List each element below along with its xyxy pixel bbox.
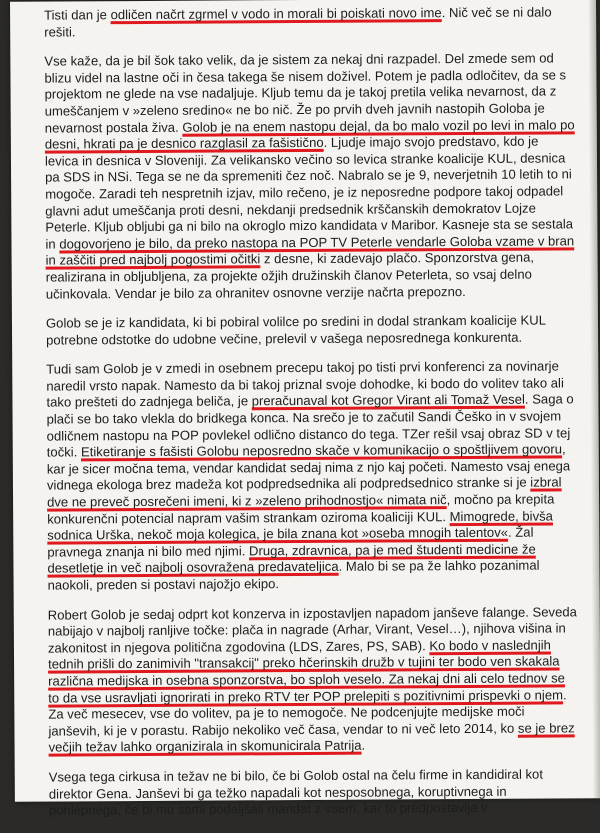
underlined-phrase: dogovorjeno je bilo, da preko nastopa na POP TV Peterle vendarle Goloba vzame v bran in zaščiti pred najbolj pogostimi očitki bbox=[45, 233, 575, 268]
text-segment: . bbox=[361, 737, 366, 754]
text-segment: Tudi sam Golob je v zmedi in osebnem precepu takoj po tisti prvi konferenci za novinarje naredil vrsto napak. Namesto da bi takoj priznal svoje dohodke, ki bodo do volitev tako ali tako prešteti do zadnjega beliča, je bbox=[46, 358, 564, 411]
text-segment: . Malo bi se pa že lahko pozanimal naokoli, preden si postavi najožjo ekipo. bbox=[47, 557, 540, 593]
text-segment: Vse kaže, da je bil šok tako velik, da je sistem za nekaj dni razpadel. Del zmede sem od blizu videl na lastne oči in česa takega še nisem doživel. Potem je padla odločitev, da se s projektom ne glede na vse nadaljuje. Kljub temu da je takoj pretila velika nevarnost, da z umeščanjem v »zeleno sredino« ne bo nič. Že po prvih dveh javnih nastopih Goloba je nevarnost postala živa. bbox=[44, 50, 567, 136]
text-segment: . Ljudje imajo svojo predstavo, kdo je levica in desnica v Sloveniji. Za velikansko večino so levica stranke koalicije KUL, desnica pa SDS in NSi. Tega se ne da spremeniti čez noč. Nabralo se je 9, neverjetnih 10 letih to ni mogoče. Zaradi teh nespretnih izjav, milo rečeno, je iz neposredne podpore takoj odpadel glavni adut umeščanja proti desni, nekdanji predsednik krščanskih demokratov Lojze Peterle. Kljub obljubi ga ni bilo na okroglo mizo kandidata v Maribor. Kasneje sta se sestala in bbox=[44, 133, 574, 252]
underlined-phrase: Etiketiranje s fašisti Golobu neposredno skače v komunikacijo o spoštljivem govoru bbox=[80, 441, 563, 460]
paragraph bbox=[44, 51, 576, 303]
paragraph bbox=[49, 766, 579, 819]
text-segment: z desne, ki zadevajo plačo. Sponzorstva gena, realizirana in obljubljena, za projekte ožjih družinskih članov Peterleta, so vsaj delno učinkovala. Vendar je bilo za ohranitev osnovne verzije načrta prepozno. bbox=[45, 249, 535, 302]
underlined-phrase: Golob je na enem nastopu dejal, da bo malo vozil po levi in malo po desni, hkrati pa je desnico razglasil za fašistično bbox=[44, 116, 575, 152]
underlined-phrase: odličen načrt zgrmel v vodo in morali bi poiskati novo ime bbox=[110, 5, 442, 23]
paragraph bbox=[48, 604, 579, 757]
text-segment: . Žal pravnega znanja ni bilo med njimi. bbox=[47, 524, 534, 560]
text-segment: . Nič več se ni dalo rešiti. bbox=[44, 4, 552, 40]
underlined-phrase: Mimogrede, bivša sodnica Urška, nekoč moja kolegica, je bila znana kot »oseba mnogih talentov« bbox=[47, 508, 553, 543]
text-segment: Tisti dan je bbox=[44, 7, 111, 23]
text-segment: , močno pa krepita konkurenčni potencial napram vašim strankam oziroma koaliciji KUL. bbox=[47, 491, 555, 527]
underlined-phrase: se je brez večjih težav lahko organizirala in skomunicirala Patrija bbox=[48, 720, 575, 755]
underlined-phrase: izbral dve ne preveč posrečeni imeni, ki z »zeleno prihodnostjo« nimata nič bbox=[47, 474, 562, 510]
text-segment: , kar je sicer močna tema, vendar kandidat sedaj nima z njo kaj početi. Namesto vsaj enega vidnega ekologa brez madeža kot podpredsednika ali podpredsednico stranke si je bbox=[46, 441, 571, 494]
text-segment: . Saga o plači se bo tako vlekla do bridkega konca. Na srečo je to začutil Sandi Češko in v svojem odličnem nastopu na POP povlekel odlično distanco do tega. TZer rešil vsaj obraz SD v tej točki. bbox=[46, 391, 574, 460]
paragraph bbox=[46, 359, 577, 595]
text-segment: Robert Golob je sedaj odprt kot konzerva in izpostavljen napadom janševe falange. Seveda nabijajo v najbolj ranljive točke: plača in nagrade (Arhar, Virant, Vesel…), njihova višina in zakonitost in njegova politična zgodovina (LDS, Zares, PS, SAB). bbox=[47, 603, 577, 656]
text-segment: . Za več mesecev, vse do volitev, pa je to nemogoče. Ne podcenjujte medijske moči janševih, ki je v porastu. Rabijo nekoliko več časa, vendar to ni več leto 2014, ko bbox=[48, 686, 567, 739]
underlined-phrase: Ko bodo v naslednjih tednih prišli do zanimivih "transakcij" preko hčerinskih družb v tujini ter bodo ven skakala različna medijska in osebna sponzorstva, bo sploh veselo. Za nekaj dni ali celo tednov se to da vse usravljati ignorirati in preko RTV ter POP prelepiti s pozitivnimi prispevki o njem bbox=[48, 637, 565, 706]
text-segment: Golob se je iz kandidata, ki bi pobiral volilce po sredini in dodal strankam koalicije KUL potrebne odstotke do udobne večine, prelevil v vašega neposrednega konkurenta. bbox=[45, 312, 546, 348]
text-segment: Vsega tega cirkusa in težav ne bi bilo, če bi Golob ostal na čelu firme in kandidiral kot direktor Gena. Janševi bi ga težko napadali kot nesposobnega, koruptivnega in pohlepnega, če bi mu sami podaljšali mandat z vsem, kar to predpostavlja v bbox=[48, 766, 543, 818]
paragraph bbox=[44, 4, 574, 40]
document-body bbox=[44, 4, 579, 832]
document-page bbox=[10, 0, 600, 818]
page-edge-shadow bbox=[588, 0, 600, 798]
paragraph bbox=[46, 312, 576, 348]
underlined-phrase: Druga, zdravnica, pa je med študenti medicine že desetletje in več najbolj osovražena predavateljica bbox=[47, 541, 536, 576]
underlined-phrase: preračunaval kot Gregor Virant ali Tomaž Vesel bbox=[251, 392, 525, 409]
